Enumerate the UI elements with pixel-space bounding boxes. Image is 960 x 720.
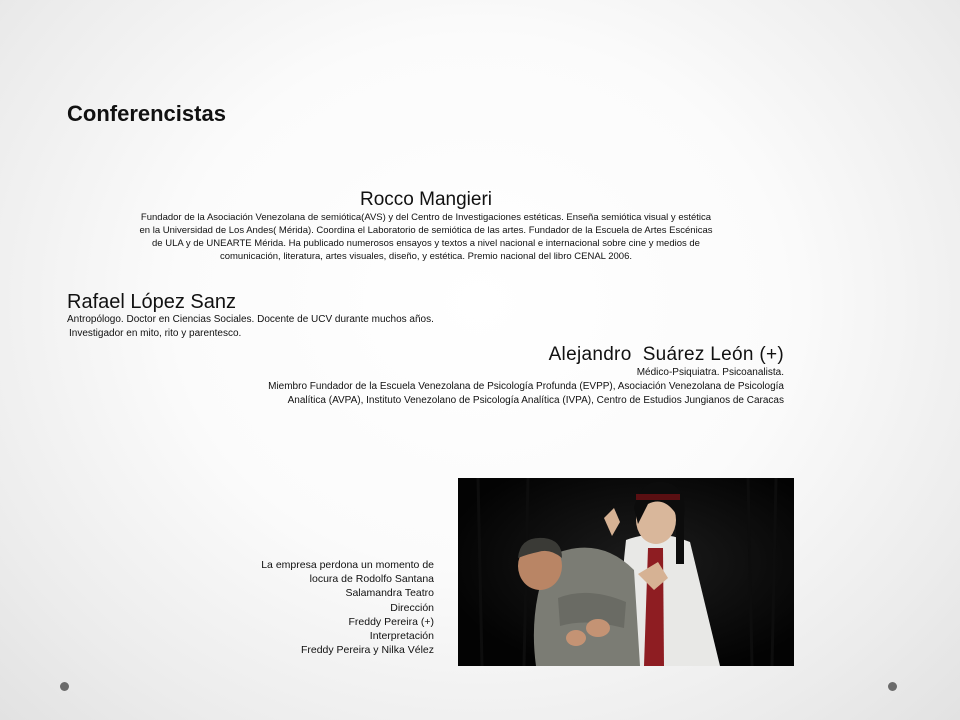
bio-line: comunicación, literatura, artes visuales, diseño, y estética. Premio nacional del libro CENAL 2006. [219, 251, 633, 262]
bio-line: Fundador de la Asociación Venezolana de semiótica(AVS) y del Centro de Investigaciones estéticas. Enseña semiótica visual y estética [140, 212, 712, 223]
speaker-name: Rafael López Sanz [67, 291, 237, 313]
caption-line: Freddy Pereira (+) [348, 615, 434, 628]
caption-line: Interpretación [369, 630, 434, 643]
speaker-alejandro-suarez-leon [90, 344, 784, 408]
corner-dot-right [888, 682, 897, 691]
slide-title: Conferencistas [67, 101, 226, 126]
corner-dot-left [60, 682, 69, 691]
speaker-name: Alejandro Suárez León (+) [548, 344, 784, 365]
caption-line: Salamandra Teatro [345, 587, 434, 600]
speaker-rafael-lopez-sanz [67, 291, 667, 341]
bio-line: de ULA y de UNEARTE Mérida. Ha publicado numerosos ensayos y textos a nivel nacional e internacional sobre cine y medios de [152, 238, 700, 249]
bio-line: Analítica (AVPA), Instituto Venezolano de Psicología Analítica (IVPA), Centro de Estudios Jungianos de Caracas [287, 395, 784, 406]
speaker-name: Rocco Mangieri [360, 189, 492, 210]
caption-line: Freddy Pereira y Nilka Vélez [300, 644, 434, 657]
bio-line: Antropólogo. Doctor en Ciencias Sociales. Docente de UCV durante muchos años. [67, 314, 434, 325]
theater-photo-illustration [458, 478, 794, 666]
caption-line: Dirección [390, 601, 434, 614]
photo-caption [180, 558, 434, 657]
bio-line: Investigador en mito, rito y parentesco. [69, 328, 242, 339]
speaker-rocco-mangieri [70, 189, 782, 263]
speaker-bio [70, 211, 782, 263]
speaker-bio [90, 366, 784, 408]
bio-line: Miembro Fundador de la Escuela Venezolana de Psicología Profunda (EVPP), Asociación Venezolana de Psicología [268, 381, 784, 392]
caption-line: La empresa perdona un momento de [261, 559, 434, 571]
bio-line: Médico-Psiquiatra. Psicoanalista. [636, 367, 784, 378]
caption-line: locura de Rodolfo Santana [309, 573, 434, 586]
theater-photo [458, 478, 794, 666]
bio-line: en la Universidad de Los Andes( Mérida). Coordina el Laboratorio de semiótica de las artes. Fundador de la Escuela de Artes Escénicas [139, 225, 713, 236]
speaker-bio [67, 313, 667, 341]
